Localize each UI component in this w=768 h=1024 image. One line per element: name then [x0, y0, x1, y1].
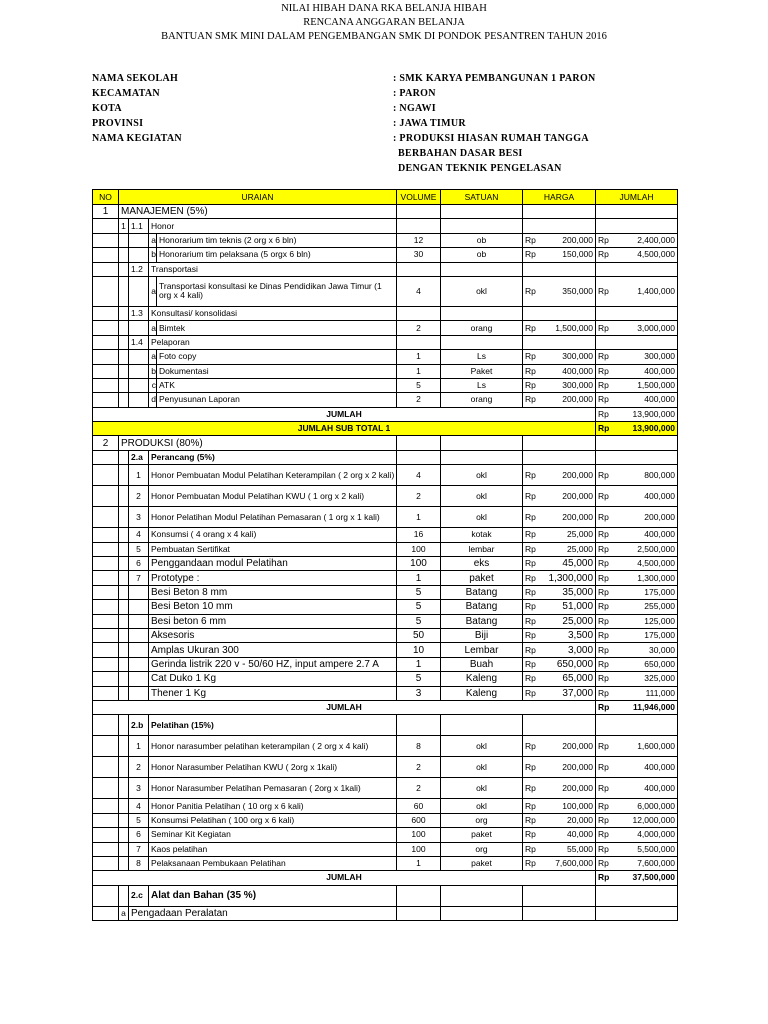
subsection-title: Pelatihan (15%) — [149, 715, 397, 736]
item-desc: Besi beton 6 mm — [149, 614, 397, 628]
label-kota: KOTA — [92, 103, 122, 114]
row-no: 4 — [129, 799, 149, 813]
table-row: a Honorarium tim teknis (2 org x 6 bln) 12 ob Rp 200,000 Rp 2,400,000 — [93, 233, 678, 247]
item-desc: Honorarium tim pelaksana (5 orgx 6 bln) — [157, 248, 397, 262]
item-desc: Besi Beton 10 mm — [149, 600, 397, 614]
table-row: 2 Honor Narasumber Pelatihan KWU ( 2org x 1kali) 2 okl Rp 200,000 Rp 400,000 — [93, 757, 678, 778]
subsection-title: Honor — [149, 219, 397, 233]
row-no: 6 — [129, 557, 149, 571]
table-row: a Transportasi konsultasi ke Dinas Pendidikan Jawa Timur (1 org x 4 kali) 4 okl Rp 350,000 Rp 1,400,000 — [93, 276, 678, 306]
item-desc: Honorarium tim teknis (2 org x 6 bln) — [157, 233, 397, 247]
table-row: 3 Honor Pelatihan Modul Pelatihan Pemasaran ( 1 org x 1 kali) 1 okl Rp 200,000 Rp 200,000 — [93, 507, 678, 528]
table-row: b Dokumentasi 1 Paket Rp 400,000 Rp 400,000 — [93, 364, 678, 378]
item-desc: Thener 1 Kg — [149, 686, 397, 700]
row-no — [129, 672, 149, 686]
row-no — [129, 686, 149, 700]
value-kecamatan: : PARON — [393, 88, 436, 99]
jumlah-value: 11,946,000 — [614, 700, 678, 714]
row-no: 8 — [129, 856, 149, 870]
subsection-title: Pelaporan — [149, 335, 397, 349]
subsection-title: Konsultasi/ konsolidasi — [149, 306, 397, 320]
table-row: 5 Pembuatan Sertifikat 100 lembar Rp 25,000 Rp 2,500,000 — [93, 542, 678, 556]
subsection-row — [93, 219, 678, 233]
value-nama-kegiatan: : PRODUKSI HIASAN RUMAH TANGGA — [393, 133, 589, 144]
subsection-code: 2.c — [129, 885, 149, 906]
item-desc: Honor Pembuatan Modul Pelatihan KWU ( 1 org x 2 kali) — [149, 486, 397, 507]
label-nama-kegiatan: NAMA KEGIATAN — [92, 133, 182, 144]
item-desc: Konsumsi ( 4 orang x 4 kali) — [149, 528, 397, 542]
row-no — [129, 600, 149, 614]
doc-title-line-3: BANTUAN SMK MINI DALAM PENGEMBANGAN SMK DI PONDOK PESANTREN TAHUN 2016 — [161, 31, 607, 42]
item-desc: Honor Narasumber Pelatihan KWU ( 2org x 1kali) — [149, 757, 397, 778]
subsection-code: 2.b — [129, 715, 149, 736]
item-desc: Honor Pembuatan Modul Pelatihan Keterampilan ( 2 org x 2 kali) — [149, 465, 397, 486]
row-no: 1 — [119, 219, 129, 233]
item-desc: Seminar Kit Kegiatan — [149, 828, 397, 842]
table-row: Gerinda listrik 220 v - 50/60 HZ, input ampere 2.7 A 1 Buah Rp 650,000 Rp 650,000 — [93, 657, 678, 671]
jumlah-value: 37,500,000 — [614, 871, 678, 885]
table-row: Aksesoris 50 Biji Rp 3,500 Rp 175,000 — [93, 628, 678, 642]
item-desc: Kaos pelatihan — [149, 842, 397, 856]
item-desc: Foto copy — [157, 350, 397, 364]
table-row: 7 Kaos pelatihan 100 org Rp 55,000 Rp 5,500,000 — [93, 842, 678, 856]
table-row: 4 Konsumsi ( 4 orang x 4 kali) 16 kotak Rp 25,000 Rp 400,000 — [93, 528, 678, 542]
subsection-row — [93, 306, 678, 320]
pelatihan-items — [93, 736, 678, 871]
item-desc: Pembuatan Sertifikat — [149, 542, 397, 556]
col-uraian: URAIAN — [119, 190, 397, 205]
col-harga: HARGA — [523, 190, 596, 205]
table-row: c ATK 5 Ls Rp 300,000 Rp 1,500,000 — [93, 378, 678, 392]
row-no: 4 — [129, 528, 149, 542]
budget-table — [92, 189, 678, 921]
doc-title-line-2: RENCANA ANGGARAN BELANJA — [303, 17, 465, 28]
item-desc: Pelaksanaan Pembukaan Pelatihan — [149, 856, 397, 870]
row-no: 5 — [129, 542, 149, 556]
table-row: Thener 1 Kg 3 Kaleng Rp 37,000 Rp 111,000 — [93, 686, 678, 700]
section-row — [93, 436, 678, 450]
section-row — [93, 205, 678, 219]
row-no: 3 — [129, 507, 149, 528]
value-nama-sekolah: : SMK KARYA PEMBANGUNAN 1 PARON — [393, 73, 596, 84]
table-row: 6 Seminar Kit Kegiatan 100 paket Rp 40,000 Rp 4,000,000 — [93, 828, 678, 842]
row-no: 2 — [129, 757, 149, 778]
row-no: 7 — [129, 842, 149, 856]
table-row: Besi beton 6 mm 5 Batang Rp 25,000 Rp 125,000 — [93, 614, 678, 628]
jumlah-label: JUMLAH — [93, 871, 596, 885]
subsection-code: 1.3 — [129, 306, 149, 320]
label-provinsi: PROVINSI — [92, 118, 144, 129]
table-row — [93, 906, 678, 920]
section-title: MANAJEMEN (5%) — [119, 205, 397, 219]
item-desc: Besi Beton 8 mm — [149, 585, 397, 599]
item-desc: Honor Narasumber Pelatihan Pemasaran ( 2org x 1kali) — [149, 778, 397, 799]
perancang-items — [93, 465, 678, 701]
item-desc: Gerinda listrik 220 v - 50/60 HZ, input ampere 2.7 A — [149, 657, 397, 671]
subsection-title: Alat dan Bahan (35 %) — [149, 885, 397, 906]
subsection-row — [93, 715, 678, 736]
section-no: 1 — [93, 205, 119, 219]
item-desc: Aksesoris — [149, 628, 397, 642]
item-desc: Honor Pelatihan Modul Pelatihan Pemasaran ( 1 org x 1 kali) — [149, 507, 397, 528]
row-no — [129, 614, 149, 628]
item-desc: Prototype : — [149, 571, 397, 585]
jumlah-value: 13,900,000 — [614, 407, 678, 421]
table-row: 7 Prototype : 1 paket Rp 1,300,000 Rp 1,300,000 — [93, 571, 678, 585]
value-provinsi: : JAWA TIMUR — [393, 118, 466, 129]
table-row: 5 Konsumsi Pelatihan ( 100 org x 6 kali) 600 org Rp 20,000 Rp 12,000,000 — [93, 813, 678, 827]
table-row: Besi Beton 10 mm 5 Batang Rp 51,000 Rp 255,000 — [93, 600, 678, 614]
table-row: Cat Duko 1 Kg 5 Kaleng Rp 65,000 Rp 325,000 — [93, 672, 678, 686]
table-row: Amplas Ukuran 300 10 Lembar Rp 3,000 Rp 30,000 — [93, 643, 678, 657]
row-key: a — [119, 906, 129, 920]
subsection-row — [93, 262, 678, 276]
row-no: 2 — [129, 486, 149, 507]
item-desc: Penggandaan modul Pelatihan — [149, 557, 397, 571]
subsection-title: Transportasi — [149, 262, 397, 276]
table-row: d Penyusunan Laporan 2 orang Rp 200,000 Rp 400,000 — [93, 393, 678, 407]
table-row: b Honorarium tim pelaksana (5 orgx 6 bln) 30 ob Rp 150,000 Rp 4,500,000 — [93, 248, 678, 262]
jumlah-label: JUMLAH — [93, 700, 596, 714]
section-no: 2 — [93, 436, 119, 450]
jumlah-row: JUMLAH Rp 11,946,000 — [93, 700, 678, 714]
row-no — [129, 657, 149, 671]
row-no: 6 — [129, 828, 149, 842]
table-row: 8 Pelaksanaan Pembukaan Pelatihan 1 paket Rp 7,600,000 Rp 7,600,000 — [93, 856, 678, 870]
table-row: 2 Honor Pembuatan Modul Pelatihan KWU ( 1 org x 2 kali) 2 okl Rp 200,000 Rp 400,000 — [93, 486, 678, 507]
item-desc: Transportasi konsultasi ke Dinas Pendidikan Jawa Timur (1 org x 4 kali) — [157, 276, 397, 306]
subtotal-value: 13,900,000 — [614, 422, 678, 436]
table-header-row — [93, 190, 678, 205]
table-row: a Bimtek 2 orang Rp 1,500,000 Rp 3,000,000 — [93, 321, 678, 335]
value-nama-kegiatan-line-3: DENGAN TEKNIK PENGELASAN — [398, 163, 562, 174]
jumlah-label: JUMLAH — [93, 407, 596, 421]
col-volume: VOLUME — [397, 190, 441, 205]
item-desc: Penyusunan Laporan — [157, 393, 397, 407]
table-row: 1 Honor narasumber pelatihan keterampilan ( 2 org x 4 kali) 8 okl Rp 200,000 Rp 1,600,000 — [93, 736, 678, 757]
value-nama-kegiatan-line-2: BERBAHAN DASAR BESI — [398, 148, 523, 159]
label-nama-sekolah: NAMA SEKOLAH — [92, 73, 179, 84]
subsection-row — [93, 335, 678, 349]
row-no: 3 — [129, 778, 149, 799]
item-desc: Cat Duko 1 Kg — [149, 672, 397, 686]
item-desc: Konsumsi Pelatihan ( 100 org x 6 kali) — [149, 813, 397, 827]
table-row: a Foto copy 1 Ls Rp 300,000 Rp 300,000 — [93, 350, 678, 364]
subtotal-label: JUMLAH SUB TOTAL 1 — [93, 422, 596, 436]
item-desc: Pengadaan Peralatan — [129, 906, 397, 920]
subsection-code: 1.1 — [129, 219, 149, 233]
table-row: 6 Penggandaan modul Pelatihan 100 eks Rp 45,000 Rp 4,500,000 — [93, 557, 678, 571]
item-desc: Honor narasumber pelatihan keterampilan ( 2 org x 4 kali) — [149, 736, 397, 757]
item-desc: ATK — [157, 378, 397, 392]
jumlah-row: JUMLAH Rp 13,900,000 — [93, 407, 678, 421]
item-desc: Dokumentasi — [157, 364, 397, 378]
table-row: Besi Beton 8 mm 5 Batang Rp 35,000 Rp 175,000 — [93, 585, 678, 599]
subsection-row — [93, 450, 678, 464]
row-no: 1 — [129, 736, 149, 757]
item-desc: Amplas Ukuran 300 — [149, 643, 397, 657]
item-desc: Honor Panitia Pelatihan ( 10 org x 6 kali) — [149, 799, 397, 813]
row-no — [129, 628, 149, 642]
col-no: NO — [93, 190, 119, 205]
table-row: 3 Honor Narasumber Pelatihan Pemasaran ( 2org x 1kali) 2 okl Rp 200,000 Rp 400,000 — [93, 778, 678, 799]
table-row: 1 Honor Pembuatan Modul Pelatihan Keterampilan ( 2 org x 2 kali) 4 okl Rp 200,000 Rp 800,000 — [93, 465, 678, 486]
value-kota: : NGAWI — [393, 103, 436, 114]
row-no — [129, 643, 149, 657]
row-no: 5 — [129, 813, 149, 827]
row-no: 7 — [129, 571, 149, 585]
subsection-code: 1.2 — [129, 262, 149, 276]
subsection-title: Perancang (5%) — [149, 450, 397, 464]
jumlah-row: JUMLAH Rp 37,500,000 — [93, 871, 678, 885]
item-desc: Bimtek — [157, 321, 397, 335]
section-title: PRODUKSI (80%) — [119, 436, 397, 450]
subtotal-row: JUMLAH SUB TOTAL 1 Rp 13,900,000 — [93, 422, 678, 436]
row-no: 1 — [129, 465, 149, 486]
row-no — [129, 585, 149, 599]
col-jumlah: JUMLAH — [596, 190, 678, 205]
subsection-code: 2.a — [129, 450, 149, 464]
subsection-row — [93, 885, 678, 906]
label-kecamatan: KECAMATAN — [92, 88, 160, 99]
col-satuan: SATUAN — [441, 190, 523, 205]
doc-title-line-1: NILAI HIBAH DANA RKA BELANJA HIBAH — [281, 3, 487, 14]
table-row: 4 Honor Panitia Pelatihan ( 10 org x 6 kali) 60 okl Rp 100,000 Rp 6,000,000 — [93, 799, 678, 813]
subsection-code: 1.4 — [129, 335, 149, 349]
